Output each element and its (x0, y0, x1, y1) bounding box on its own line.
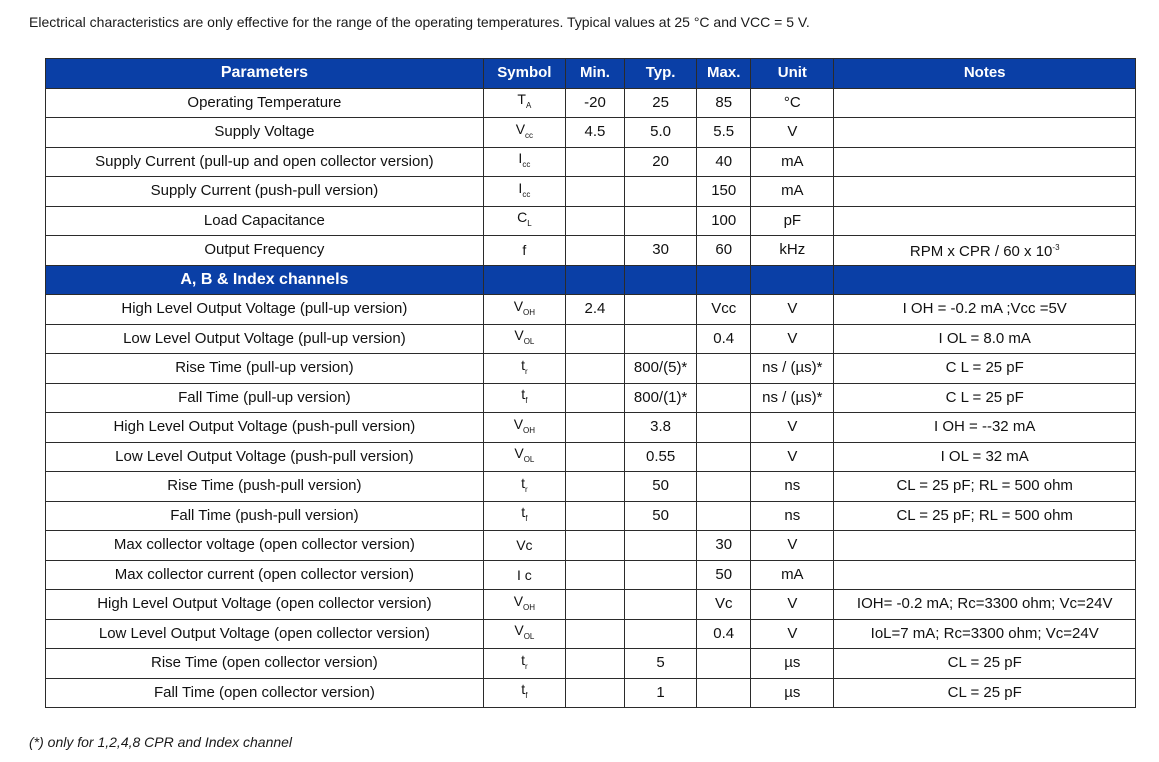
symbol-subscript: OH (523, 425, 536, 435)
table-row (46, 383, 1136, 413)
header-symbol: Symbol (483, 59, 565, 89)
max-cell: 85 (697, 88, 751, 118)
symbol-cell (483, 531, 565, 561)
parameter-cell: Fall Time (open collector version) (46, 678, 484, 708)
unit-cell: mA (751, 560, 834, 590)
typ-cell: 800/(1)* (625, 383, 697, 413)
symbol-subscript: OL (523, 337, 535, 347)
unit-cell: µs (751, 649, 834, 679)
table-row (46, 206, 1136, 236)
parameter-cell: Supply Current (pull-up and open collector version) (46, 147, 484, 177)
table-row (46, 678, 1136, 708)
notes-text: C L = 25 pF (945, 359, 1024, 377)
parameter-cell: High Level Output Voltage (pull-up version) (46, 295, 484, 325)
unit-cell: ns (751, 472, 834, 502)
symbol-text: V (514, 327, 524, 344)
section-row (46, 265, 1136, 295)
notes-cell (834, 413, 1136, 443)
symbol-cell (483, 354, 565, 384)
notes-cell (834, 177, 1136, 207)
max-cell: 150 (697, 177, 751, 207)
symbol-cell (483, 118, 565, 148)
header-unit: Unit (751, 59, 834, 89)
typ-cell: 50 (625, 501, 697, 531)
min-cell (565, 442, 624, 472)
symbol-subscript: L (527, 219, 532, 229)
notes-cell (834, 236, 1136, 266)
notes-cell (834, 147, 1136, 177)
symbol-text: T (517, 91, 526, 108)
max-cell (697, 383, 751, 413)
typ-cell (625, 531, 697, 561)
max-cell (697, 472, 751, 502)
notes-text: I OL = 32 mA (940, 447, 1029, 465)
table-row (46, 324, 1136, 354)
table-row (46, 442, 1136, 472)
table-row (46, 177, 1136, 207)
symbol-cell (483, 324, 565, 354)
notes-text: CL = 25 pF; RL = 500 ohm (896, 477, 1073, 495)
parameter-cell: Rise Time (push-pull version) (46, 472, 484, 502)
electrical-characteristics-table (45, 58, 1136, 708)
notes-cell (834, 206, 1136, 236)
symbol-text: t (521, 504, 526, 521)
table-row (46, 354, 1136, 384)
unit-cell: V (751, 413, 834, 443)
parameter-cell: Rise Time (pull-up version) (46, 354, 484, 384)
section-row-group (46, 265, 1136, 295)
symbol-text: V (513, 592, 524, 609)
symbol-cell (483, 206, 565, 236)
symbol-subscript: r (524, 366, 528, 376)
table-body-general (46, 88, 1136, 265)
typ-cell: 5 (625, 649, 697, 679)
max-cell: Vc (697, 590, 751, 620)
header-notes: Notes (834, 59, 1136, 89)
max-cell (697, 413, 751, 443)
symbol-cell (483, 442, 565, 472)
min-cell (565, 472, 624, 502)
table-row (46, 147, 1136, 177)
min-cell: -20 (565, 88, 624, 118)
unit-cell: V (751, 590, 834, 620)
unit-cell: V (751, 324, 834, 354)
symbol-text: I c (516, 566, 532, 583)
min-cell (565, 649, 624, 679)
symbol-subscript: OH (523, 307, 536, 317)
min-cell (565, 177, 624, 207)
parameter-cell: Fall Time (pull-up version) (46, 383, 484, 413)
footnote: (*) only for 1,2,4,8 CPR and Index channel (29, 734, 293, 750)
parameter-cell: Load Capacitance (46, 206, 484, 236)
section-cell (834, 265, 1136, 295)
symbol-subscript: OL (523, 455, 535, 465)
section-title: A, B & Index channels (46, 265, 484, 295)
parameter-cell: Low Level Output Voltage (open collector version) (46, 619, 484, 649)
typ-cell: 30 (625, 236, 697, 266)
notes-cell (834, 590, 1136, 620)
typ-cell (625, 295, 697, 325)
symbol-subscript: cc (522, 189, 531, 199)
parameter-cell: Supply Current (push-pull version) (46, 177, 484, 207)
header-min: Min. (565, 59, 624, 89)
header-max: Max. (697, 59, 751, 89)
notes-text: I OL = 8.0 mA (938, 329, 1031, 347)
notes-cell (834, 619, 1136, 649)
max-cell: 0.4 (697, 324, 751, 354)
unit-cell: ns / (µs)* (751, 354, 834, 384)
symbol-text: t (521, 681, 526, 698)
table-row (46, 118, 1136, 148)
symbol-subscript: OH (523, 602, 536, 612)
table-row (46, 472, 1136, 502)
parameter-cell: Low Level Output Voltage (pull-up version) (46, 324, 484, 354)
notes-cell (834, 472, 1136, 502)
symbol-cell (483, 88, 565, 118)
unit-cell: ns / (µs)* (751, 383, 834, 413)
section-cell (483, 265, 565, 295)
table-row (46, 413, 1136, 443)
typ-cell: 5.0 (625, 118, 697, 148)
symbol-text: V (515, 120, 526, 137)
unit-cell: kHz (751, 236, 834, 266)
section-cell (697, 265, 751, 295)
unit-cell: mA (751, 177, 834, 207)
notes-cell (834, 354, 1136, 384)
notes-cell (834, 295, 1136, 325)
unit-cell: mA (751, 147, 834, 177)
table-row (46, 531, 1136, 561)
parameter-cell: Rise Time (open collector version) (46, 649, 484, 679)
unit-cell: °C (751, 88, 834, 118)
min-cell (565, 206, 624, 236)
symbol-cell (483, 295, 565, 325)
min-cell (565, 236, 624, 266)
symbol-text: V (513, 415, 524, 432)
symbol-subscript: cc (522, 160, 531, 170)
min-cell (565, 678, 624, 708)
notes-text: CL = 25 pF (947, 683, 1022, 701)
max-cell: 30 (697, 531, 751, 561)
table-body-channels (46, 295, 1136, 708)
max-cell (697, 501, 751, 531)
notes-superscript: -3 (1052, 243, 1060, 253)
section-cell (625, 265, 697, 295)
typ-cell: 25 (625, 88, 697, 118)
symbol-text: t (521, 474, 525, 491)
max-cell: 0.4 (697, 619, 751, 649)
min-cell: 2.4 (565, 295, 624, 325)
min-cell (565, 147, 624, 177)
max-cell: 50 (697, 560, 751, 590)
notes-text: C L = 25 pF (945, 388, 1024, 406)
symbol-cell (483, 413, 565, 443)
parameter-cell: High Level Output Voltage (push-pull version) (46, 413, 484, 443)
symbol-cell (483, 472, 565, 502)
min-cell: 4.5 (565, 118, 624, 148)
typ-cell: 50 (625, 472, 697, 502)
symbol-subscript: OL (523, 632, 535, 642)
symbol-subscript: cc (525, 130, 534, 140)
symbol-cell (483, 177, 565, 207)
symbol-cell (483, 236, 565, 266)
max-cell: 100 (697, 206, 751, 236)
intro-text: Electrical characteristics are only effective for the range of the operating temperatures. Typical values at 25 °C and VCC = 5 V. (29, 14, 810, 30)
notes-text: CL = 25 pF (947, 654, 1022, 672)
notes-text: I OH = -0.2 mA ;Vcc =5V (902, 300, 1067, 318)
symbol-text: f (522, 242, 527, 259)
section-cell (751, 265, 834, 295)
notes-cell (834, 118, 1136, 148)
symbol-subscript: f (525, 514, 528, 524)
table-row (46, 560, 1136, 590)
symbol-subscript: f (525, 691, 528, 701)
notes-text: IOH= -0.2 mA; Rc=3300 ohm; Vc=24V (856, 595, 1113, 613)
symbol-text: V (514, 445, 524, 462)
notes-cell (834, 383, 1136, 413)
symbol-cell (483, 678, 565, 708)
parameter-cell: Low Level Output Voltage (push-pull version) (46, 442, 484, 472)
min-cell (565, 560, 624, 590)
typ-cell (625, 590, 697, 620)
symbol-cell (483, 560, 565, 590)
notes-cell (834, 531, 1136, 561)
symbol-cell (483, 590, 565, 620)
max-cell: 5.5 (697, 118, 751, 148)
typ-cell (625, 177, 697, 207)
notes-cell (834, 501, 1136, 531)
unit-cell: V (751, 619, 834, 649)
table-row (46, 619, 1136, 649)
symbol-subscript: A (525, 101, 532, 111)
header-row (46, 59, 1136, 89)
min-cell (565, 324, 624, 354)
symbol-subscript: r (524, 484, 528, 494)
symbol-text: I (518, 150, 523, 167)
symbol-text: I (518, 179, 523, 196)
typ-cell: 3.8 (625, 413, 697, 443)
max-cell: Vcc (697, 295, 751, 325)
unit-cell: V (751, 118, 834, 148)
typ-cell: 20 (625, 147, 697, 177)
max-cell: 40 (697, 147, 751, 177)
unit-cell: pF (751, 206, 834, 236)
typ-cell (625, 560, 697, 590)
notes-cell (834, 88, 1136, 118)
parameter-cell: Output Frequency (46, 236, 484, 266)
max-cell (697, 442, 751, 472)
symbol-cell (483, 619, 565, 649)
notes-cell (834, 678, 1136, 708)
symbol-cell (483, 383, 565, 413)
table-row (46, 649, 1136, 679)
symbol-text: t (521, 356, 525, 373)
notes-text: I OH = --32 mA (934, 418, 1036, 436)
parameter-cell: Max collector voltage (open collector version) (46, 531, 484, 561)
min-cell (565, 531, 624, 561)
max-cell (697, 678, 751, 708)
min-cell (565, 619, 624, 649)
typ-cell: 0.55 (625, 442, 697, 472)
typ-cell: 800/(5)* (625, 354, 697, 384)
parameter-cell: Max collector current (open collector version) (46, 560, 484, 590)
unit-cell: V (751, 295, 834, 325)
notes-cell (834, 442, 1136, 472)
symbol-text: t (521, 386, 526, 403)
typ-cell: 1 (625, 678, 697, 708)
header-parameters: Parameters (46, 59, 484, 89)
notes-text: CL = 25 pF; RL = 500 ohm (896, 506, 1073, 524)
notes-cell (834, 324, 1136, 354)
parameter-cell: Fall Time (push-pull version) (46, 501, 484, 531)
parameter-cell: High Level Output Voltage (open collector version) (46, 590, 484, 620)
header-typ: Typ. (625, 59, 697, 89)
symbol-subscript: r (524, 661, 528, 671)
max-cell: 60 (697, 236, 751, 266)
symbol-text: t (521, 651, 525, 668)
min-cell (565, 383, 624, 413)
table-row (46, 295, 1136, 325)
unit-cell: V (751, 442, 834, 472)
symbol-cell (483, 147, 565, 177)
min-cell (565, 413, 624, 443)
notes-text: RPM x CPR / 60 x 10 (909, 243, 1053, 261)
parameter-cell: Supply Voltage (46, 118, 484, 148)
symbol-subscript: f (525, 396, 528, 406)
typ-cell (625, 619, 697, 649)
table-row (46, 501, 1136, 531)
symbol-text: C (517, 209, 528, 226)
table-row (46, 236, 1136, 266)
notes-cell (834, 649, 1136, 679)
notes-text: IoL=7 mA; Rc=3300 ohm; Vc=24V (870, 624, 1099, 642)
unit-cell: ns (751, 501, 834, 531)
symbol-text: V (513, 297, 524, 314)
symbol-text: V (514, 622, 524, 639)
notes-cell (834, 560, 1136, 590)
symbol-cell (483, 649, 565, 679)
max-cell (697, 649, 751, 679)
typ-cell (625, 324, 697, 354)
max-cell (697, 354, 751, 384)
parameter-cell: Operating Temperature (46, 88, 484, 118)
unit-cell: µs (751, 678, 834, 708)
table-row (46, 88, 1136, 118)
min-cell (565, 590, 624, 620)
min-cell (565, 501, 624, 531)
table-row (46, 590, 1136, 620)
symbol-text: Vc (516, 537, 533, 554)
symbol-cell (483, 501, 565, 531)
section-cell (565, 265, 624, 295)
typ-cell (625, 206, 697, 236)
min-cell (565, 354, 624, 384)
unit-cell: V (751, 531, 834, 561)
